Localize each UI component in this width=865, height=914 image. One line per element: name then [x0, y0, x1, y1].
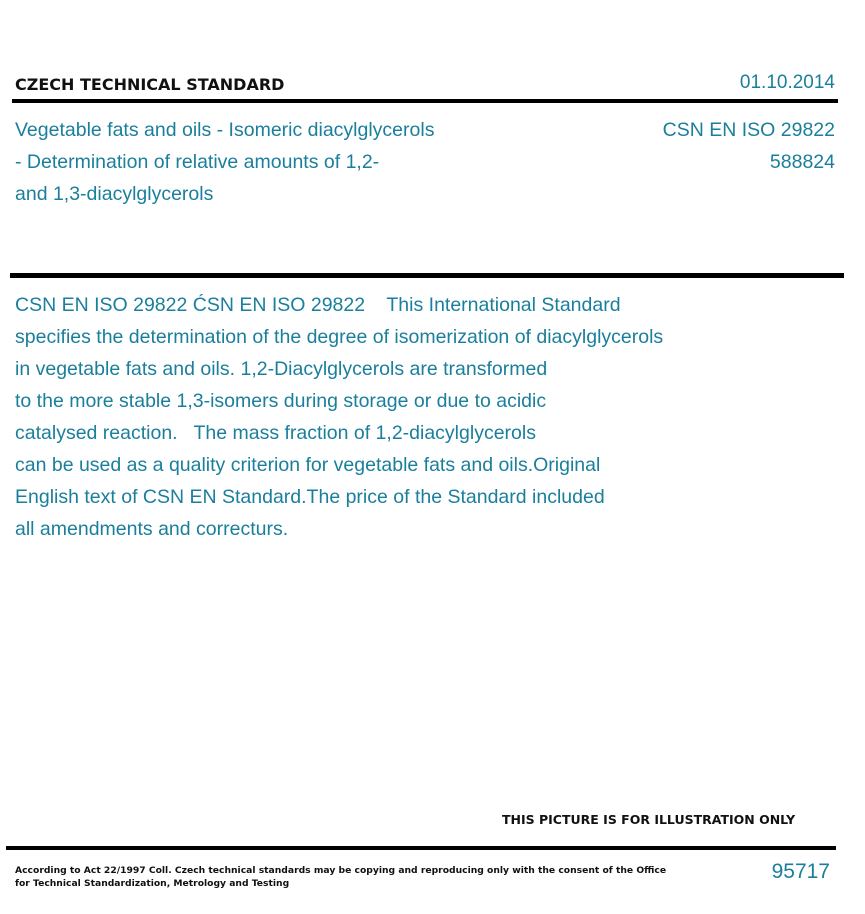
- standard-identifiers: [663, 114, 835, 178]
- publication-date: 01.10.2014: [739, 72, 835, 93]
- abstract-line: all amendments and correcturs.: [15, 518, 289, 540]
- abstract-line: specifies the determination of the degree of isomerization of diacylglycerols: [15, 326, 664, 348]
- abstract-line: to the more stable 1,3-isomers during storage or due to acidic: [15, 390, 547, 412]
- standard-title-line: Vegetable fats and oils - Isomeric diacylglycerols: [15, 119, 435, 141]
- illustration-note: THIS PICTURE IS FOR ILLUSTRATION ONLY: [502, 812, 796, 827]
- abstract-line: can be used as a quality criterion for vegetable fats and oils.Original: [15, 454, 601, 476]
- document-heading: CZECH TECHNICAL STANDARD: [15, 75, 285, 94]
- abstract-line: English text of CSN EN Standard.The price of the Standard included: [15, 486, 605, 508]
- standard-number: CSN EN ISO 29822: [662, 119, 835, 141]
- legal-notice-line: According to Act 22/1997 Coll. Czech technical standards may be copying and reproducing only with the consent of the Office: [15, 865, 667, 876]
- legal-notice-line: for Technical Standardization, Metrology and Testing: [15, 878, 290, 889]
- legal-notice: [15, 864, 667, 890]
- abstract-text: [15, 289, 815, 545]
- header-divider: [12, 99, 838, 103]
- footer-divider: [6, 846, 836, 850]
- section-divider: [10, 273, 844, 278]
- abstract-line: in vegetable fats and oils. 1,2-Diacylglycerols are transformed: [15, 358, 548, 380]
- standard-title-line: and 1,3-diacylglycerols: [15, 183, 214, 205]
- standard-title-line: - Determination of relative amounts of 1,2-: [15, 151, 380, 173]
- standard-title: [15, 114, 535, 210]
- abstract-line: CSN EN ISO 29822 ĆSN EN ISO 29822 This International Standard: [15, 294, 621, 316]
- catalog-number: 588824: [769, 151, 835, 173]
- abstract-line: catalysed reaction. The mass fraction of 1,2-diacylglycerols: [15, 422, 536, 444]
- document-id: 95717: [771, 860, 830, 883]
